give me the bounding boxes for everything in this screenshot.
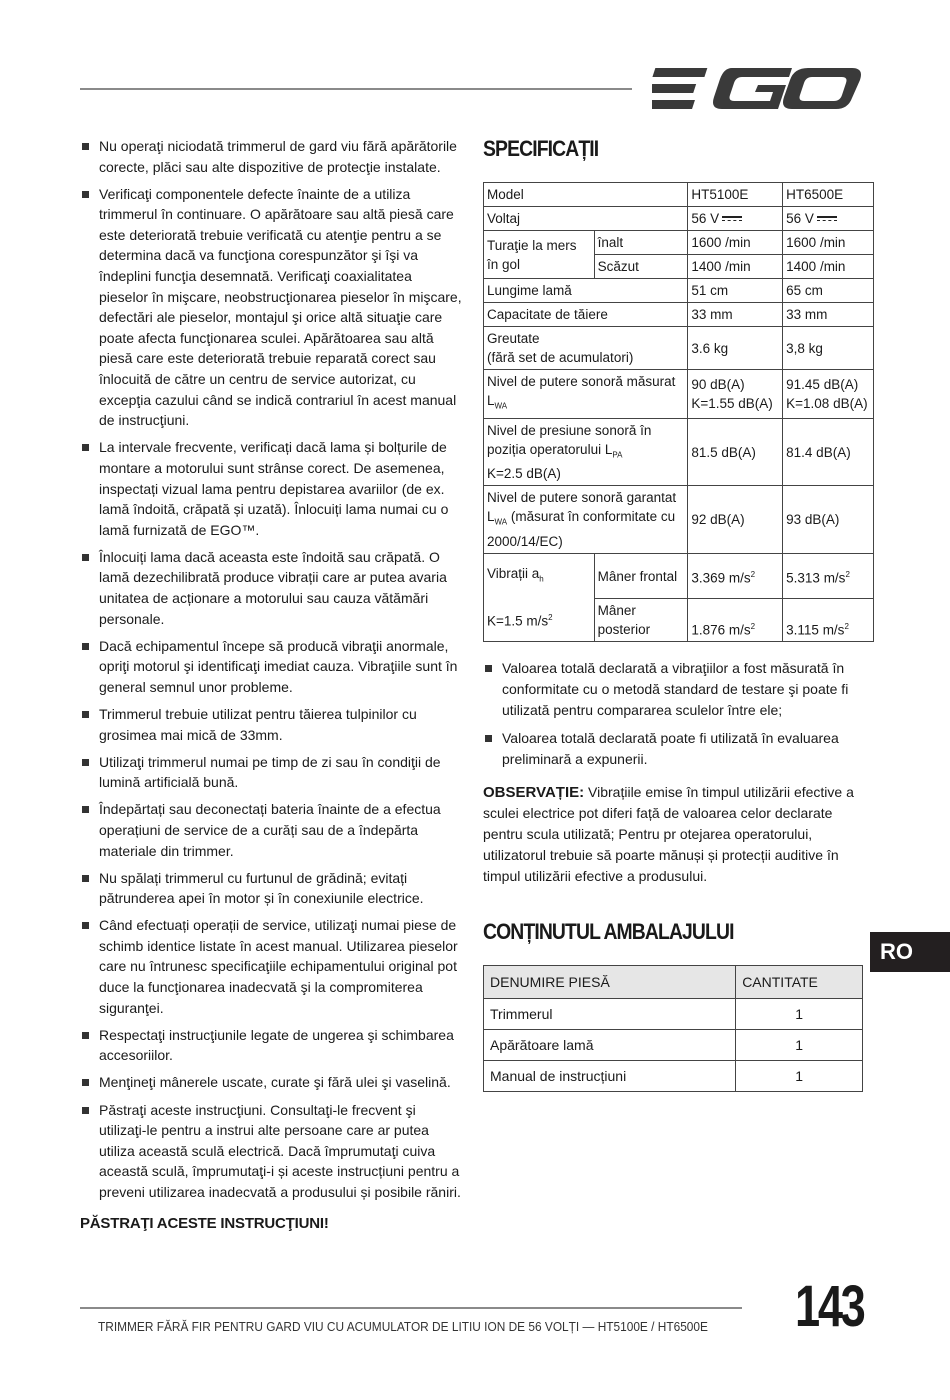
list-item: Dacă echipamentul începe să producă vibraţii anormale, opriţi motorul şi identificaţi imediat cauza. Vibraţiile sunt în general semnul unor probleme.: [80, 636, 462, 698]
safety-list: [80, 136, 462, 1203]
spec-value: 3.369 $m/s^2$: [688, 554, 783, 599]
list-item: Păstraţi aceste instrucţiuni. Consultaţi-le frecvent şi utilizaţi-le pentru a instrui alte persoane care ar putea utiliza această sculă electrică. Dacă împrumutaţi cuiva această sculă, împrumutaţi-i și aceste instrucțiuni pentru a preveni utilizarea inadecvată a produsului și posibile răniri.: [80, 1100, 462, 1203]
table-row: [484, 279, 874, 303]
spec-label: Model: [484, 183, 688, 207]
spec-value: HT5100E: [688, 183, 783, 207]
part-name: Apărătoare lamă: [484, 1030, 736, 1061]
language-tab: RO: [870, 932, 950, 972]
table-row: [484, 999, 863, 1030]
spec-value: 1400 /min: [688, 255, 783, 279]
table-header-row: [484, 966, 863, 999]
package-contents-table: [483, 965, 863, 1092]
spec-value: 92 dB(A): [688, 486, 783, 554]
part-quantity: 1: [736, 999, 863, 1030]
spec-value: 51 cm: [688, 279, 783, 303]
list-item: Nu spălați trimmerul cu furtunul de grădină; evitați pătrunderea apei în motor și în conexiunile electrice.: [80, 868, 462, 909]
spec-label: Nivel de putere sonoră garantat $L_{WA}$ (măsurat în conformitate cu 2000/14/EC): [484, 486, 688, 554]
part-name: Manual de instrucțiuni: [484, 1061, 736, 1092]
table-row: [484, 370, 874, 419]
list-item: Menţineţi mânerele uscate, curate şi fără ulei şi vaselină.: [80, 1072, 462, 1093]
list-item: Înlocuiți lama dacă aceasta este îndoită sau crăpată. O lamă dezechilibrată produce vibrații care ar putea avaria unitatea de acționare a motorului sau cauza vătămări personale.: [80, 547, 462, 629]
list-item: Nu operaţi niciodată trimmerul de gard viu fără apărătorile corecte, plăci sau alte dispozitive de protecţie instalate.: [80, 136, 462, 177]
keep-instructions-heading: PĂSTRAŢI ACESTE INSTRUCŢIUNI!: [80, 1214, 329, 1232]
table-row: [484, 327, 874, 370]
table-row: [484, 303, 874, 327]
table-row: [484, 418, 874, 486]
spec-value: 1.876 $m/s^2$: [688, 599, 783, 642]
list-item: Când efectuați operații de service, utilizaţi numai piese de schimb identice listate în acest manual. Utilizarea pieselor care nu întrunesc specificaţiile echipamentului original pot duce la funcţionarea inadecvată şi la compromiterea siguranţei.: [80, 915, 462, 1018]
list-item: Trimmerul trebuie utilizat pentru tăierea tulpinilor cu grosimea mai mică de 33mm.: [80, 704, 462, 745]
spec-sublabel: Scăzut: [594, 255, 688, 279]
table-row: [484, 1030, 863, 1061]
spec-sublabel: înalt: [594, 231, 688, 255]
list-item: Respectaţi instrucţiunile legate de ungerea şi schimbarea accesoriilor.: [80, 1025, 462, 1066]
header-rule: [80, 88, 632, 90]
spec-label: Greutate (fără set de acumulatori): [484, 327, 688, 370]
spec-table: [483, 182, 874, 642]
spec-value: 33 mm: [783, 303, 874, 327]
package-contents-title: CONȚINUTUL AMBALAJULUI: [483, 919, 734, 945]
spec-label: Nivel de putere sonoră măsurat $L_{WA}$: [484, 370, 688, 419]
spec-label: Vibrații $a_h$ K=1.5 $m/s^2$: [484, 554, 595, 642]
spec-value: 93 dB(A): [783, 486, 874, 554]
spec-value: 91.45 dB(A) K=1.08 dB(A): [783, 370, 874, 419]
list-item: Valoarea totală declarată a vibraţiilor a fost măsurată în conformitate cu o metodă standard de testare şi poate fi utilizată pentru compararea sculelor între ele;: [483, 658, 875, 721]
observation-paragraph: OBSERVAȚIE: Vibrațiile emise în timpul utilizării efective a sculei electrice pot diferi față de valoarea celor declarate pentru scula utilizată; Pentru pr otejarea operatorului, utilizatorul trebuie să poarte mănuși și protecții auditive în timpul utilizării efective a produsului.: [483, 784, 854, 885]
spec-label: Lungime lamă: [484, 279, 688, 303]
spec-label: Capacitate de tăiere: [484, 303, 688, 327]
ego-logo: [652, 66, 862, 112]
vibration-notes: [483, 658, 875, 770]
spec-value: 33 mm: [688, 303, 783, 327]
spec-value: 3.115 $m/s^2$: [783, 599, 874, 642]
spec-value: 1600 /min: [783, 231, 874, 255]
spec-title: SPECIFICAȚII: [483, 136, 599, 161]
table-row: [484, 486, 874, 554]
table-row: [484, 1061, 863, 1092]
footer-rule: [80, 1307, 742, 1309]
spec-label: Turaţie la mers în gol: [484, 231, 595, 279]
spec-sublabel: Mâner posterior: [594, 599, 688, 642]
footer-title: TRIMMER FĂRĂ FIR PENTRU GARD VIU CU ACUMULATOR DE LITIU ION DE 56 VOLȚI — HT5100E / HT6500E: [98, 1320, 708, 1334]
list-item: Utilizaţi trimmerul numai pe timp de zi sau în condiţii de lumină artificială bună.: [80, 752, 462, 793]
column-header: CANTITATE: [736, 966, 863, 999]
spec-value: 1400 /min: [783, 255, 874, 279]
spec-label: Nivel de presiune sonoră în poziția operatorului $L_{PA}$ K=2.5 dB(A): [484, 418, 688, 486]
table-row: [484, 183, 874, 207]
spec-value: 81.4 dB(A): [783, 418, 874, 486]
list-item: La intervale frecvente, verificați dacă lama și bolțurile de montare a motorului sunt strânse corect. De asemenea, inspectați vizual lama pentru depistarea avariilor (de ex. lamă îndoită, crăpată și uzată). Înlocuiți lama numai cu o lamă furnizată de EGO™.: [80, 437, 462, 540]
spec-value: 81.5 dB(A): [688, 418, 783, 486]
spec-value: 56 V: [783, 207, 874, 231]
part-name: Trimmerul: [484, 999, 736, 1030]
list-item: Îndepărtați sau deconectați bateria înainte de a efectua operațiuni de service de a curăți sau de a îndepărta materiale din trimmer.: [80, 799, 462, 861]
list-item: Valoarea totală declarată poate fi utilizată în evaluarea preliminară a expunerii.: [483, 728, 875, 770]
spec-value: 5.313 $m/s^2$: [783, 554, 874, 599]
spec-value: 3,8 kg: [783, 327, 874, 370]
list-item: Verificaţi componentele defecte înainte de a utiliza trimmerul în continuare. O apărătoare sau altă piesă care este deteriorată trebuie verificată cu atenţie pentru a se determina dacă va funcţiona corespunzător şi îşi va îndeplini funcţia desemnată. Verificaţi coaxialitatea pieselor în mişcare, neobstrucţionarea pieselor în mişcare, defectări ale pieselor, montajul şi orice altă situaţie care poate afecta funcţionarea sculei. Apărătoarea sau altă piesă care este deteriorată trebuie reparată corect sau înlocuită de către un centru de service autorizat, cu excepţia cazului când se indică contrariul în acest manual de instrucţiuni.: [80, 184, 462, 431]
safety-column: [80, 136, 462, 1232]
spec-sublabel: Mâner frontal: [594, 554, 688, 599]
spec-value: HT6500E: [783, 183, 874, 207]
spec-value: 56 V: [688, 207, 783, 231]
table-row: [484, 554, 874, 599]
column-header: DENUMIRE PIESĂ: [484, 966, 736, 999]
table-row: [484, 231, 874, 255]
part-quantity: 1: [736, 1061, 863, 1092]
table-row: [484, 207, 874, 231]
spec-column: [483, 132, 875, 1092]
dc-symbol-icon: [722, 215, 742, 223]
spec-value: 65 cm: [783, 279, 874, 303]
spec-value: 3.6 kg: [688, 327, 783, 370]
spec-label: Voltaj: [484, 207, 688, 231]
page-number: 143: [795, 1274, 864, 1339]
dc-symbol-icon: [817, 215, 837, 223]
spec-value: 1600 /min: [688, 231, 783, 255]
part-quantity: 1: [736, 1030, 863, 1061]
spec-value: 90 dB(A) K=1.55 dB(A): [688, 370, 783, 419]
